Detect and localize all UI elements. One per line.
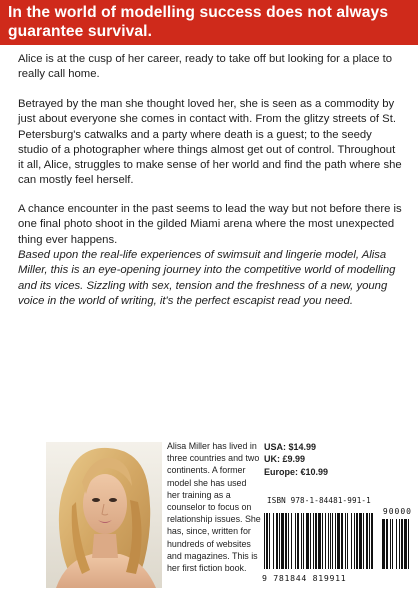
price-usa bbox=[264, 441, 384, 453]
barcode-number: 9 781844 819911 bbox=[262, 573, 347, 583]
price-uk bbox=[264, 453, 384, 465]
barcode-price-code: 90000 bbox=[382, 507, 412, 516]
price-value: €10.99 bbox=[300, 466, 329, 477]
tagline: In the world of modelling success does not always guarantee survival. bbox=[8, 4, 389, 40]
price-label: USA: bbox=[264, 442, 286, 452]
price-value: $14.99 bbox=[288, 442, 317, 452]
price-value: £9.99 bbox=[282, 454, 306, 465]
barcode bbox=[262, 507, 414, 587]
author-photo bbox=[46, 442, 162, 588]
blurb-paragraph: Based upon the real-life experiences of swimsuit and lingerie model, Alisa Miller, this is an eye-opening journey into the competitive world of modelling and its vices. Sizzling with sex, tension and the freshness of a new, young voice in the world of writing, it's the perfect escapist read you need. bbox=[18, 249, 396, 307]
price-list bbox=[264, 441, 384, 478]
isbn-number: ISBN 978-1-84481-991-1 bbox=[267, 496, 371, 505]
synopsis-paragraph-2: Betrayed by the man she thought loved her, she is seen as a commodity by just about everyone she comes in contact with. From the glitzy streets of St. Petersburg's catwalks and a party where death is a guest; to the seedy studio of a photographer where things almost get out of control. Throughout it all, Alice, struggles to make sense of her world and find the path where she can mostly feel herself. bbox=[18, 98, 402, 187]
price-label: UK: bbox=[264, 454, 280, 465]
author-bio: Alisa Miller has lived in three countries and two continents. A former model she has used her training as a counselor to focus on relationship issues. She has, since, written for hundreds of websites and magazines. This is her first fiction book. bbox=[167, 441, 261, 574]
synopsis-paragraph-1: Alice is at the cusp of her career, ready to take off but looking for a place to really call home. bbox=[18, 53, 393, 81]
price-europe bbox=[264, 466, 384, 478]
tagline-banner bbox=[0, 0, 418, 45]
price-label: Europe: bbox=[264, 466, 299, 477]
barcode-bars bbox=[262, 513, 412, 573]
synopsis-paragraph-3: A chance encounter in the past seems to lead the way but not before there is one final photo shoot in the gilded Miami arena where the most unexpected thing ever happens. bbox=[18, 203, 402, 246]
